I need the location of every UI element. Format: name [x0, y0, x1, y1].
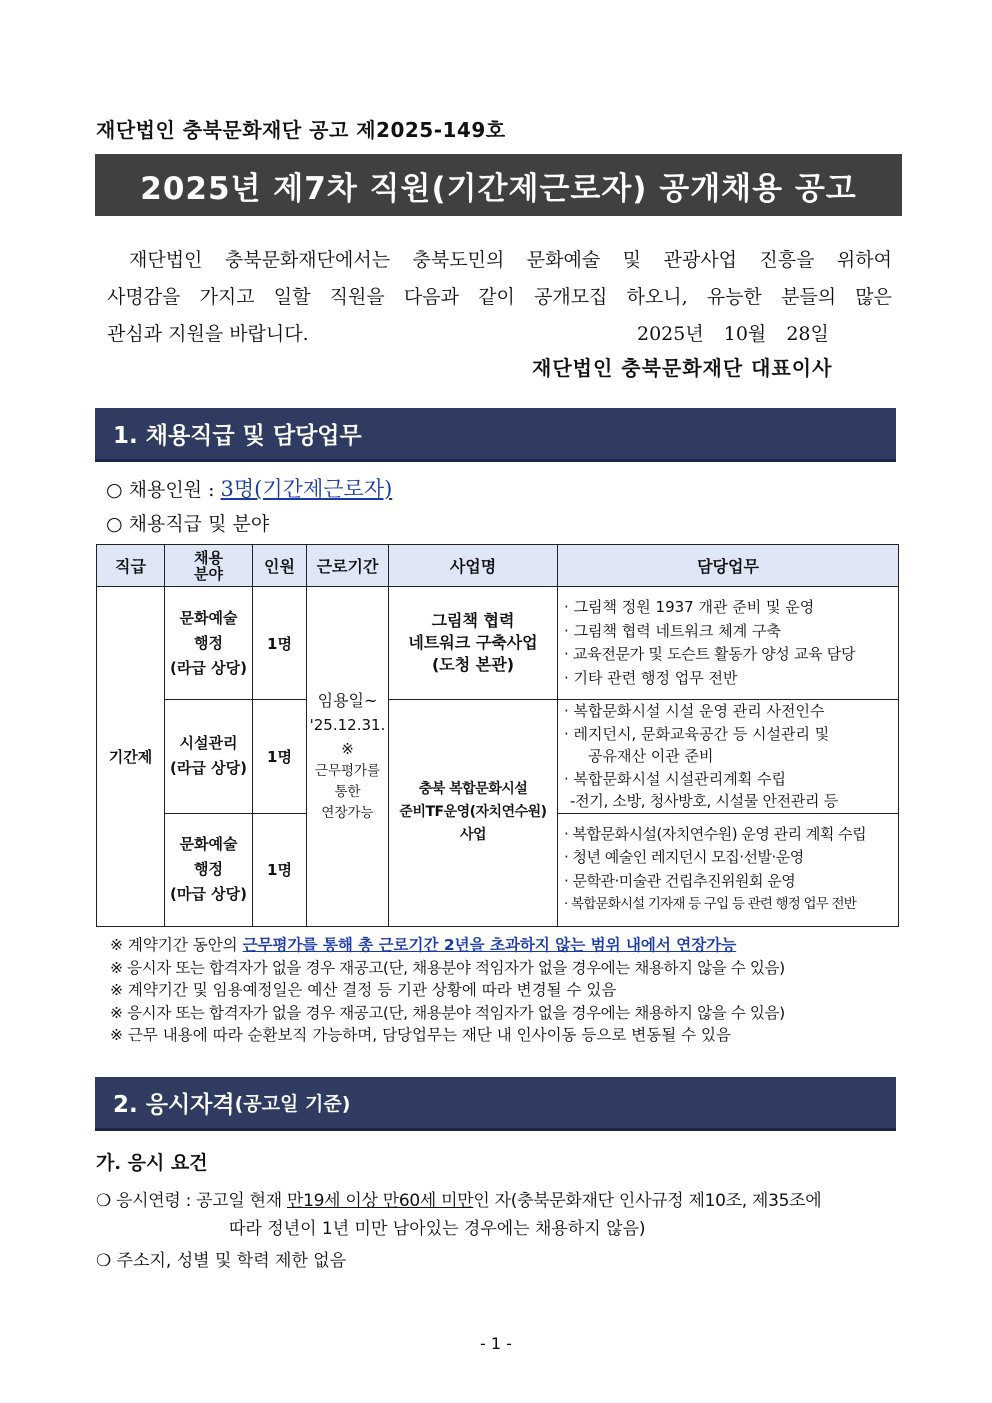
- project-line: (도청 본관): [431, 655, 515, 674]
- headcount-line: [106, 473, 392, 503]
- duty-item: · 그림책 협력 네트워크 체계 구축: [564, 621, 781, 640]
- header-field-line2: 분야: [194, 564, 223, 583]
- requirements-subheading: 가. 응시 요건: [96, 1152, 208, 1174]
- section-2-title: 2. 응시자격: [113, 1092, 235, 1118]
- field-line: 행정: [194, 633, 223, 652]
- section-2-subtitle: (공고일 기준): [234, 1093, 351, 1115]
- duty-cell: [558, 813, 899, 926]
- table-row: [97, 587, 899, 700]
- project-line: 준비TF운영(자치연수원): [399, 804, 547, 821]
- field-line: 문화예술: [179, 608, 238, 627]
- project-line: 그림책 협력: [431, 611, 515, 630]
- header-field: [165, 545, 253, 587]
- page-title: 2025년 제7차 직원(기간제근로자) 공개채용 공고: [95, 154, 902, 216]
- duty-cell: [558, 587, 899, 700]
- duty-item: · 복합문화시설 시설 운영 관리 사전인수: [564, 702, 825, 720]
- field-line: (라급 상당): [170, 759, 247, 778]
- project-line: 충북 복합문화시설: [418, 781, 528, 798]
- intro-line-1: 재단법인 충북문화재단에서는 충북도민의 문화예술 및 관광사업 진흥을 위하여: [129, 249, 892, 271]
- period-line: ※: [341, 739, 354, 758]
- period-line: 근무평가를: [314, 762, 381, 779]
- duty-item: · 복합문화시설 시설관리계획 수립: [564, 769, 786, 788]
- notice-number: 재단법인 충북문화재단 공고 제2025-149호: [96, 118, 506, 142]
- age-requirement: [96, 1187, 821, 1243]
- intro-line-3: [107, 316, 892, 353]
- field-line: (마급 상당): [170, 885, 247, 903]
- age-requirement-line1: [96, 1187, 821, 1215]
- notice-date: 2025년 10월 28일: [637, 323, 829, 345]
- note-1-highlight: 근무평가를 통해 총 근로기간 2년을 초과하지 않는 범위 내에서 연장가능: [242, 936, 737, 954]
- header-duty: 담당업무: [558, 545, 899, 587]
- duty-item: · 교육전문가 및 도슨트 활동가 양성 교육 담당: [564, 645, 856, 663]
- period-cell: [307, 587, 389, 927]
- field-line: 행정: [194, 860, 223, 878]
- header-field-line1: 채용: [194, 548, 223, 567]
- job-table: [96, 544, 899, 927]
- table-header-row: [97, 545, 899, 587]
- duty-item: 공유재산 이관 준비: [588, 747, 714, 765]
- intro-line-3-text: 관심과 지원을 바랍니다.: [107, 323, 309, 345]
- age-requirement-line2: 따라 정년이 1년 미만 남아있는 경우에는 채용하지 않음): [229, 1219, 646, 1239]
- project-line: 사업: [459, 827, 487, 844]
- duty-item: · 레지던시, 문화교육공간 등 시설관리 및: [564, 724, 830, 743]
- note-1-prefix: ※ 계약기간 동안의: [110, 936, 243, 954]
- count-cell: 1명: [253, 813, 307, 926]
- header-project: 사업명: [389, 545, 558, 587]
- intro-paragraph: [107, 242, 892, 353]
- headcount-value: 3명(기간제근로자): [220, 477, 393, 501]
- fields-label: ○ 채용직급 및 분야: [106, 513, 270, 535]
- duty-item: · 복합문화시설 기자재 등 구입 등 관련 행정 업무 전반: [564, 896, 856, 912]
- other-requirements: ❍ 주소지, 성별 및 학력 제한 없음: [96, 1251, 347, 1271]
- count-cell: 1명: [253, 700, 307, 814]
- field-line: 문화예술: [179, 835, 238, 853]
- note-1: [110, 934, 785, 957]
- duty-cell: [558, 700, 899, 814]
- age-range: 만19세 이상 만60세 미만: [287, 1191, 474, 1211]
- note-2: ※ 응시자 또는 합격자가 없을 경우 재공고(단, 채용분야 적임자가 없을 경우에는 채용하지 않을 수 있음): [110, 958, 785, 977]
- field-cell: [165, 700, 253, 814]
- age-suffix: 인 자(충북문화재단 인사규정 제10조, 제35조에: [473, 1191, 822, 1211]
- project-cell: [389, 587, 558, 700]
- period-line: '25.12.31.: [309, 715, 386, 734]
- intro-line-2: 사명감을 가지고 일할 직원을 다음과 같이 공개모집 하오니, 유능한 분들의 많은: [107, 286, 892, 308]
- project-line: 네트워크 구축사업: [408, 633, 538, 652]
- project-cell: [389, 700, 558, 927]
- duty-item: -전기, 소방, 청사방호, 시설물 안전관리 등: [570, 792, 838, 810]
- organization-signature: 재단법인 충북문화재단 대표이사: [532, 356, 833, 380]
- period-line: 연장가능: [321, 804, 374, 821]
- duty-item: · 복합문화시설(자치연수원) 운영 관리 계획 수립: [564, 824, 867, 843]
- notes-block: [110, 934, 785, 1047]
- note-5: ※ 근무 내용에 따라 순환보직 가능하며, 담당업무는 재단 내 인사이동 등으로 변동될 수 있음: [110, 1026, 731, 1044]
- note-4: ※ 응시자 또는 합격자가 없을 경우 재공고(단, 채용분야 적임자가 없을 경우에는 채용하지 않을 수 있음): [110, 1003, 785, 1022]
- header-grade: 직급: [97, 545, 165, 587]
- section-2-heading: [95, 1077, 896, 1131]
- duty-item: · 청년 예술인 레지던시 모집·선발·운영: [564, 848, 804, 866]
- count-cell: 1명: [253, 587, 307, 700]
- note-3: ※ 계약기간 및 임용예정일은 예산 결정 등 기관 상황에 따라 변경될 수 있음: [110, 981, 617, 999]
- grade-cell: 기간제: [97, 587, 165, 927]
- duty-item: · 기타 관련 행정 업무 전반: [564, 668, 738, 687]
- table-row: [97, 700, 899, 814]
- period-line: 임용일~: [317, 690, 378, 710]
- header-period: 근로기간: [307, 545, 389, 587]
- duty-item: · 그림책 정원 1937 개관 준비 및 운영: [564, 598, 815, 616]
- field-line: (라급 상당): [170, 658, 247, 677]
- page-number: - 1 -: [480, 1334, 512, 1353]
- headcount-label: ○ 채용인원 :: [106, 479, 215, 501]
- header-count: 인원: [253, 545, 307, 587]
- field-cell: [165, 587, 253, 700]
- section-1-heading: 1. 채용직급 및 담당업무: [95, 408, 896, 462]
- period-line: 통한: [334, 783, 361, 800]
- age-prefix: ❍ 응시연령 : 공고일 현재: [96, 1191, 287, 1211]
- duty-item: · 문학관·미술관 건립추진위원회 운영: [564, 871, 796, 890]
- field-cell: [165, 813, 253, 926]
- field-line: 시설관리: [179, 734, 238, 753]
